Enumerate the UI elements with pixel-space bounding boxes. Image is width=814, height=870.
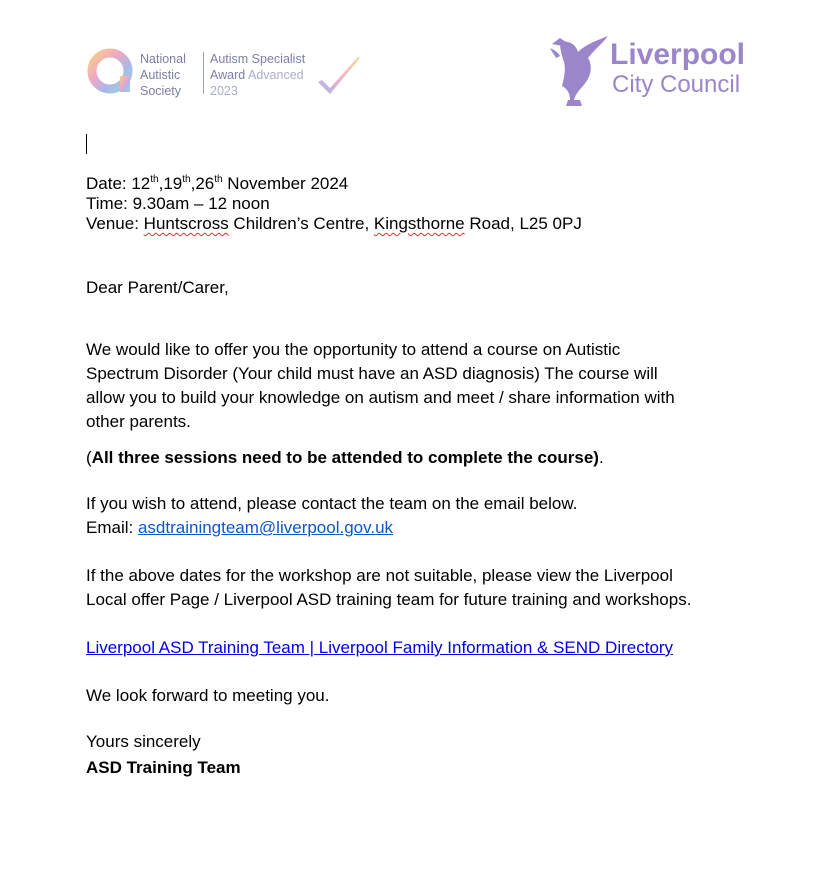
event-time: Time: 9.30am – 12 noon (86, 194, 270, 213)
email-link[interactable]: asdtrainingteam@liverpool.gov.uk (137, 518, 394, 537)
note-open-paren: ( (86, 448, 92, 467)
intro-line-4: other parents. (86, 412, 191, 431)
council-name-city-council: City Council (612, 71, 741, 98)
award-wordmark (210, 51, 305, 99)
signoff: Yours sincerely (86, 732, 201, 751)
contact-paragraph (86, 492, 786, 540)
text-cursor (86, 134, 87, 154)
date-ordinal-2: th (182, 174, 191, 185)
directory-link-line (86, 636, 673, 660)
venue-prefix: Venue: (86, 214, 144, 233)
liverpool-city-council-logo (546, 34, 758, 110)
event-date (86, 174, 786, 194)
venue-road: Road, L25 0PJ (464, 214, 582, 233)
nas-word-autistic: Autistic (140, 68, 181, 82)
venue-word-huntscross[interactable]: Huntscross (143, 214, 229, 233)
date-ordinal-3: th (214, 174, 223, 185)
note-period: . (598, 448, 604, 467)
nas-word-national: National (140, 52, 186, 66)
nas-wordmark (140, 51, 186, 99)
attendance-note (86, 446, 604, 470)
liver-bird-icon (546, 34, 610, 110)
nas-award-logo (86, 46, 361, 98)
closing-line: We look forward to meeting you. (86, 686, 330, 705)
award-year: 2023 (210, 84, 238, 98)
venue-centre: Children’s Centre, (228, 214, 374, 233)
note-bold-text: All three sessions need to be attended to complete the course) (91, 448, 599, 467)
award-level-line (210, 67, 305, 83)
date-month-year: November 2024 (222, 174, 349, 193)
contact-line: If you wish to attend, please contact the team on the email below. (86, 494, 578, 513)
intro-paragraph (86, 338, 786, 434)
logo-divider (203, 52, 204, 94)
venue-word-kingsthorne[interactable]: Kingsthorne (373, 214, 465, 233)
award-title: Autism Specialist (210, 52, 306, 66)
date-ordinal-1: th (150, 174, 159, 185)
nas-ring-icon (86, 46, 138, 98)
date-prefix: Date: 12 (86, 174, 151, 193)
checkmark-icon (314, 54, 362, 98)
date-day-3: ,26 (190, 174, 215, 193)
email-line (86, 516, 786, 540)
alternative-line-1: If the above dates for the workshop are not suitable, please view the Liverpool (86, 566, 673, 585)
intro-line-1: We would like to offer you the opportunity to attend a course on Autistic (86, 340, 621, 359)
intro-line-3: allow you to build your knowledge on autism and meet / share information with (86, 388, 675, 407)
email-label: Email: (86, 518, 138, 537)
directory-link[interactable]: Liverpool ASD Training Team | Liverpool Family Information & SEND Directory (86, 638, 674, 657)
alternative-paragraph (86, 564, 806, 612)
signature: ASD Training Team (86, 758, 241, 777)
intro-line-2: Spectrum Disorder (Your child must have an ASD diagnosis) The course will (86, 364, 658, 383)
salutation: Dear Parent/Carer, (86, 278, 229, 297)
council-name-liverpool: Liverpool (610, 38, 746, 71)
date-day-2: ,19 (158, 174, 183, 193)
event-venue (86, 214, 786, 234)
award-level: Advanced (248, 68, 304, 82)
award-word: Award (210, 68, 246, 82)
alternative-line-2: Local offer Page / Liverpool ASD training team for future training and workshops. (86, 590, 692, 609)
nas-word-society: Society (140, 84, 181, 98)
event-details (86, 174, 786, 234)
